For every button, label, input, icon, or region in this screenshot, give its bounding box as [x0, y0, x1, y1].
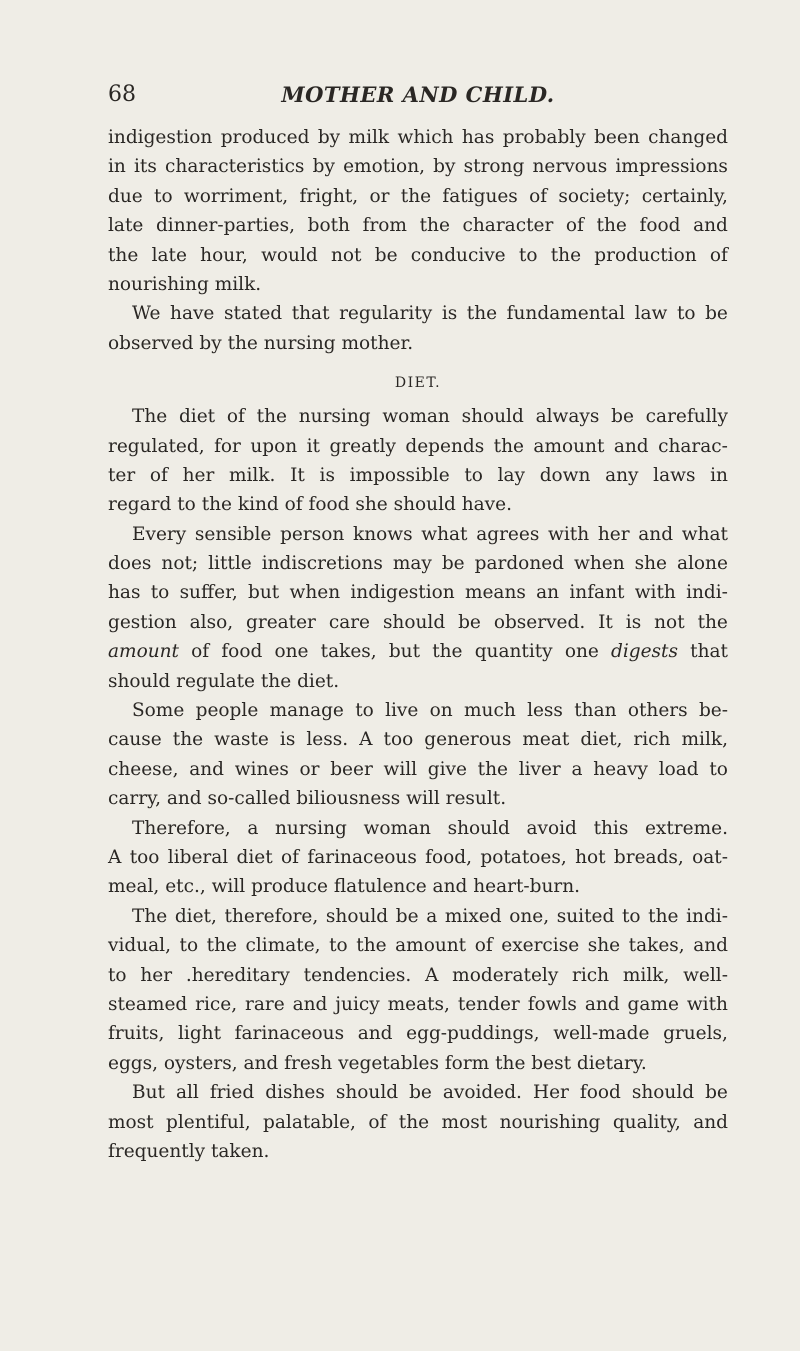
text-line: carry, and so-called biliousness will result.	[108, 788, 507, 810]
section-heading-diet: DIET.	[394, 375, 442, 392]
text-line: The diet, therefore, should be a mixed one, suited to the indi-	[132, 905, 728, 927]
text-line: cheese, and wines or beer will give the liver a heavy load to	[108, 758, 728, 780]
text-line: the late hour, would not be conducive to the production of	[108, 244, 728, 266]
text-line: regulated, for upon it greatly depends the amount and charac-	[108, 435, 728, 457]
text-line: frequently taken.	[108, 1140, 270, 1162]
text-line: Therefore, a nursing woman should avoid this extreme.	[132, 817, 728, 839]
text-line: A too liberal diet of farinaceous food, potatoes, hot breads, oat-	[108, 846, 728, 868]
running-head: MOTHER AND CHILD.	[281, 82, 555, 107]
text-line: late dinner-parties, both from the character of the food and	[108, 215, 728, 237]
text-line: nourishing milk.	[108, 273, 262, 295]
text-line: fruits, light farinaceous and egg-puddings, well-made gruels,	[108, 1023, 728, 1045]
text-line: does not; little indiscretions may be pardoned when she alone	[108, 553, 728, 575]
body-text	[108, 123, 728, 1166]
text-line: observed by the nursing mother.	[108, 332, 414, 354]
text-line: Every sensible person knows what agrees with her and what	[132, 523, 728, 545]
section-intro	[108, 123, 728, 358]
text-line: meal, etc., will produce flatulence and heart-burn.	[108, 876, 581, 898]
text-line: ter of her milk. It is impossible to lay down any laws in	[108, 464, 728, 486]
text-line: Some people manage to live on much less than others be-	[132, 700, 728, 722]
text-line: gestion also, greater care should be observed. It is not the	[108, 611, 728, 633]
text-line: We have stated that regularity is the fundamental law to be	[132, 303, 728, 325]
page-number: 68	[108, 82, 136, 107]
text-line: in its characteristics by emotion, by strong nervous impressions	[108, 156, 728, 178]
text-line: indigestion produced by milk which has probably been changed	[108, 127, 728, 148]
text-line: amount of food one takes, but the quantity one digests that	[108, 641, 728, 663]
text-line: The diet of the nursing woman should always be carefully	[132, 406, 728, 428]
text-line: should regulate the diet.	[108, 670, 340, 692]
text-line: has to suffer, but when indigestion means an infant with indi-	[108, 582, 728, 604]
text-line: regard to the kind of food she should have.	[108, 494, 512, 516]
text-line: steamed rice, rare and juicy meats, tender fowls and game with	[108, 993, 728, 1015]
text-line: most plentiful, palatable, of the most nourishing quality, and	[108, 1111, 728, 1133]
text-line: But all fried dishes should be avoided. Her food should be	[132, 1082, 728, 1104]
text-line: due to worriment, fright, or the fatigues of society; certainly,	[108, 185, 728, 207]
section-diet	[108, 402, 728, 1166]
text-line: eggs, oysters, and fresh vegetables form the best dietary.	[108, 1052, 647, 1074]
page-header	[108, 78, 728, 112]
text-line: cause the waste is less. A too generous meat diet, rich milk,	[108, 729, 728, 751]
text-line: to her .hereditary tendencies. A moderately rich milk, well-	[108, 964, 728, 986]
text-line: vidual, to the climate, to the amount of exercise she takes, and	[108, 935, 728, 957]
